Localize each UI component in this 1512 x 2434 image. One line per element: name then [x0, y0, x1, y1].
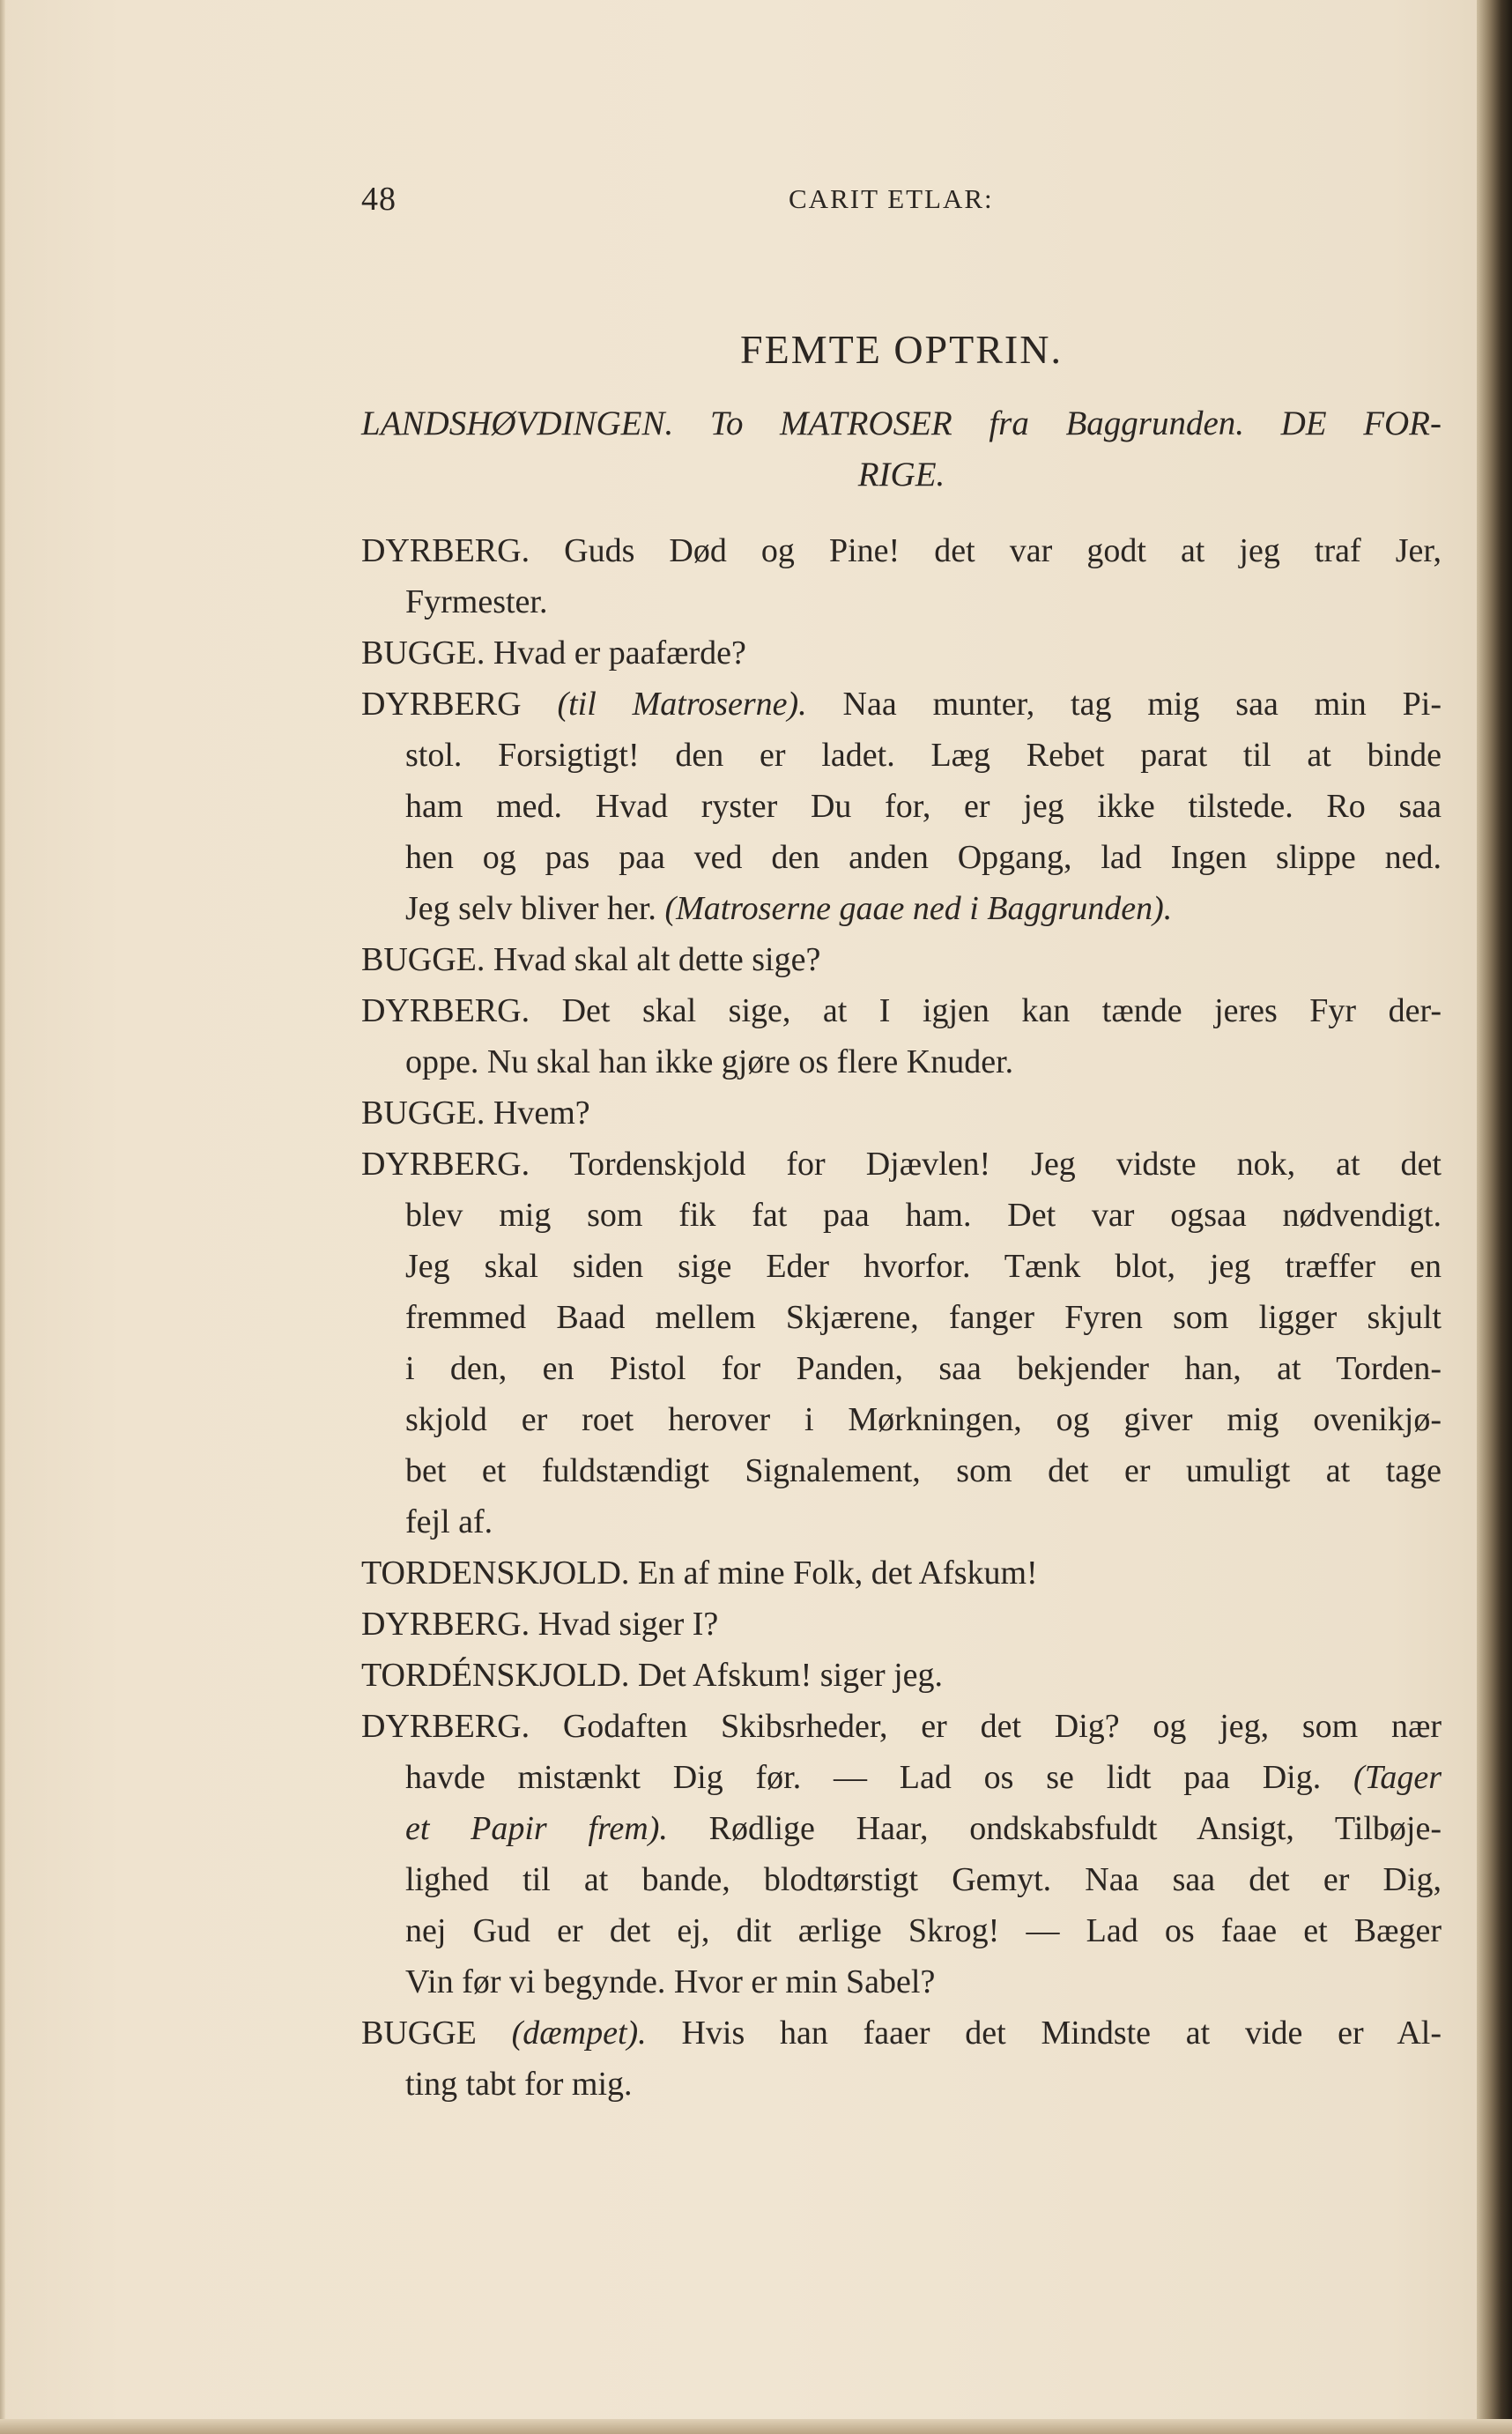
speech-text: Jeg selv bliver her.: [405, 890, 656, 927]
dialogue-line: [361, 627, 1442, 679]
dialogue-line: [361, 1087, 1442, 1139]
stage-direction: (Tager: [1353, 1759, 1442, 1796]
speaker-name: DYRBERG: [361, 686, 522, 723]
stage-direction: et Papir frem).: [405, 1810, 668, 1847]
speech-text: Hvem?: [493, 1095, 590, 1132]
speech-text: Tordenskjold for Djævlen! Jeg vidste nok, at det: [569, 1146, 1442, 1183]
dialogue-line: [361, 985, 1442, 1036]
dialogue-line: [361, 1752, 1442, 1803]
dialogue-line: stol. Forsigtigt! den er ladet. Læg Rebet parat til at binde: [405, 737, 1442, 774]
dialogue-line: [361, 1650, 1442, 1701]
stage-direction: (dæmpet).: [511, 2015, 647, 2052]
speaker-name: DYRBERG.: [361, 1606, 530, 1643]
running-head: [361, 180, 1442, 224]
speech-text: Det Afskum! siger jeg.: [637, 1657, 944, 1694]
page-number: 48: [361, 181, 397, 218]
dialogue-line: bet et fuldstændigt Signalement, som det er umuligt at tage: [405, 1452, 1442, 1489]
dialogue-body: [361, 525, 1442, 2110]
dialogue-line: i den, en Pistol for Panden, saa bekjender han, at Torden-: [405, 1350, 1442, 1387]
dialogue-line: Fyrmester.: [405, 583, 548, 620]
speech-text: Hvad skal alt dette sige?: [493, 941, 821, 978]
speaker-name: TORDENSKJOLD.: [361, 1555, 630, 1592]
cast-line-1: LANDSHØVDINGEN. To MATROSER fra Baggrunden. DE FOR-: [361, 404, 1442, 442]
dialogue-line: [361, 1803, 1442, 1854]
stage-direction: (til Matroserne).: [557, 686, 807, 723]
speech-text: Naa munter, tag mig saa min Pi-: [842, 686, 1442, 723]
dialogue-line: [361, 883, 1442, 934]
dialogue-line: hen og pas paa ved den anden Opgang, lad Ingen slippe ned.: [405, 839, 1442, 876]
speech-text: Hvis han faaer det Mindste at vide er Al-: [681, 2015, 1442, 2052]
cast-list: [361, 398, 1442, 501]
dialogue-line: [361, 934, 1442, 985]
dialogue-line: lighed til at bande, blodtørstigt Gemyt. Naa saa det er Dig,: [405, 1861, 1442, 1898]
speaker-name: TORDÉNSKJOLD.: [361, 1657, 630, 1694]
speech-text: Godaften Skibsrheder, er det Dig? og jeg, som nær: [562, 1708, 1442, 1745]
dialogue-line: ham med. Hvad ryster Du for, er jeg ikke tilstede. Ro saa: [405, 788, 1442, 825]
dialogue-line: fremmed Baad mellem Skjærene, fanger Fyren som ligger skjult: [405, 1299, 1442, 1336]
speech-text: Rødlige Haar, ondskabsfuldt Ansigt, Tilbøje-: [708, 1810, 1442, 1847]
dialogue-line: [361, 1701, 1442, 1752]
speech-text: Hvad er paafærde?: [493, 634, 746, 672]
scene-title: FEMTE OPTRIN.: [740, 327, 1063, 372]
running-head-author: CARIT ETLAR:: [789, 183, 994, 214]
page-bottom-edge: [0, 2419, 1512, 2434]
page-left-edge: [0, 0, 5, 2434]
dialogue-line: skjold er roet herover i Mørkningen, og giver mig ovenikjø-: [405, 1401, 1442, 1438]
cast-line-2: RIGE.: [857, 456, 945, 493]
speaker-name: DYRBERG.: [361, 1708, 530, 1745]
speaker-name: DYRBERG.: [361, 1146, 530, 1183]
speech-text: En af mine Folk, det Afskum!: [637, 1555, 1038, 1592]
speaker-name: BUGGE.: [361, 634, 485, 672]
dialogue-line: ting tabt for mig.: [405, 2066, 633, 2103]
dialogue-line: [361, 679, 1442, 730]
speaker-name: DYRBERG.: [361, 532, 530, 569]
dialogue-line: oppe. Nu skal han ikke gjøre os flere Knuder.: [405, 1043, 1014, 1080]
dialogue-line: [361, 1547, 1442, 1599]
book-spine-shadow: [1477, 0, 1512, 2434]
dialogue-line: nej Gud er det ej, dit ærlige Skrog! — Lad os faae et Bæger: [405, 1912, 1442, 1949]
dialogue-line: Vin før vi begynde. Hvor er min Sabel?: [405, 1963, 936, 2000]
dialogue-line: [361, 1599, 1442, 1650]
speech-text: Guds Død og Pine! det var godt at jeg traf Jer,: [564, 532, 1442, 569]
dialogue-line: [361, 525, 1442, 576]
speaker-name: DYRBERG.: [361, 992, 530, 1029]
dialogue-line: Jeg skal siden sige Eder hvorfor. Tænk blot, jeg træffer en: [405, 1248, 1442, 1285]
speech-text: Det skal sige, at I igjen kan tænde jeres Fyr der-: [561, 992, 1442, 1029]
speaker-name: BUGGE: [361, 2015, 477, 2052]
speaker-name: BUGGE.: [361, 1095, 485, 1132]
dialogue-line: blev mig som fik fat paa ham. Det var ogsaa nødvendigt.: [405, 1197, 1442, 1234]
speech-text: havde mistænkt Dig før. — Lad os se lidt paa Dig.: [405, 1759, 1322, 1796]
dialogue-line: fejl af.: [405, 1503, 493, 1540]
speech-text: Hvad siger I?: [537, 1606, 719, 1643]
stage-direction: (Matroserne gaae ned i Baggrunden).: [664, 890, 1173, 927]
dialogue-line: [361, 1139, 1442, 1190]
dialogue-line: [361, 2007, 1442, 2059]
speaker-name: BUGGE.: [361, 941, 485, 978]
